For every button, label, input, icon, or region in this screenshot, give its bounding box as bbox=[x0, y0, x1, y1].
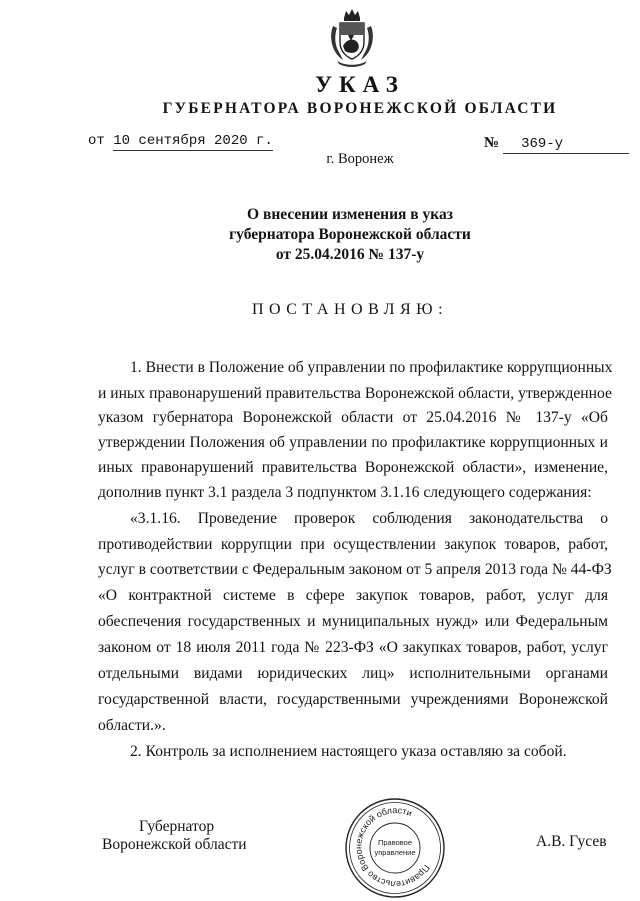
decree-date: 10 сентября 2020 г. bbox=[113, 133, 273, 149]
city: г. Воронеж bbox=[326, 151, 394, 167]
date-line bbox=[88, 133, 273, 151]
decree-number: 369-у bbox=[503, 136, 629, 154]
body-line: и иных правонарушений правительства Воронежской области, утвержденное bbox=[98, 385, 612, 402]
coat-of-arms-emblem bbox=[329, 8, 375, 68]
body-line: «3.1.16. Проведение проверок соблюдения законодательства о bbox=[130, 510, 608, 527]
body-line: дополнив пункт 3.1 раздела 3 подпунктом 3.1.16 следующего содержания: bbox=[98, 484, 592, 501]
body-line: области.». bbox=[98, 717, 166, 734]
signer-title-line-2: Воронежской области bbox=[102, 836, 247, 853]
document-subtitle: ГУБЕРНАТОРА ВОРОНЕЖСКОЙ ОБЛАСТИ bbox=[162, 100, 558, 117]
body-line: 2. Контроль за исполнением настоящего указа оставляю за собой. bbox=[130, 743, 567, 760]
heading-line-1: О внесении изменения в указ bbox=[247, 206, 453, 223]
body-line: услуг в соответствии с Федеральным законом от 5 апреля 2013 года № 44-ФЗ bbox=[98, 561, 612, 578]
signer-name: А.В. Гусев bbox=[536, 833, 607, 850]
heading-line-2: губернатора Воронежской области bbox=[229, 226, 471, 243]
body-line: 1. Внести в Положение об управлении по профилактике коррупционных bbox=[130, 359, 613, 376]
seal-ring-text: Правительство Воронежской области bbox=[353, 805, 432, 890]
body-line: отдельными видами юридических лиц» исполнительными органами bbox=[98, 665, 608, 682]
number-sign: № bbox=[484, 135, 500, 151]
decree-word: ПОСТАНОВЛЯЮ: bbox=[251, 301, 449, 318]
body-line: иных правонарушений правительства Воронежской области», изменение, bbox=[98, 459, 608, 476]
body-line: обеспечения государственных и муниципальных нужд» или Федеральным bbox=[98, 613, 608, 630]
signer-title-line-1: Губернатор bbox=[139, 818, 215, 835]
body-line: государственной власти, государственными учреждениями Воронежской bbox=[98, 691, 608, 708]
seal-center-line-2: управление bbox=[374, 848, 416, 857]
body-line: противодействии коррупции при осуществлении закупок товаров, работ, bbox=[98, 536, 608, 553]
body-line: законом от 18 июля 2011 года № 223-ФЗ «О закупках товаров, работ, услуг bbox=[98, 639, 608, 656]
document-title: УКАЗ bbox=[315, 72, 405, 97]
official-seal bbox=[343, 797, 447, 899]
date-prefix: от bbox=[88, 133, 105, 149]
body-line: утверждении Положения об управлении по профилактике коррупционных и bbox=[98, 434, 608, 451]
body-line: «О контрактной системе в сфере закупок товаров, работ, услуг для bbox=[98, 587, 608, 604]
heading-line-3: от 25.04.2016 № 137-у bbox=[275, 246, 425, 263]
body-line: указом губернатора Воронежской области от 25.04.2016 № 137-у «Об bbox=[98, 409, 608, 426]
seal-center-line-1: Правовое bbox=[377, 838, 413, 847]
